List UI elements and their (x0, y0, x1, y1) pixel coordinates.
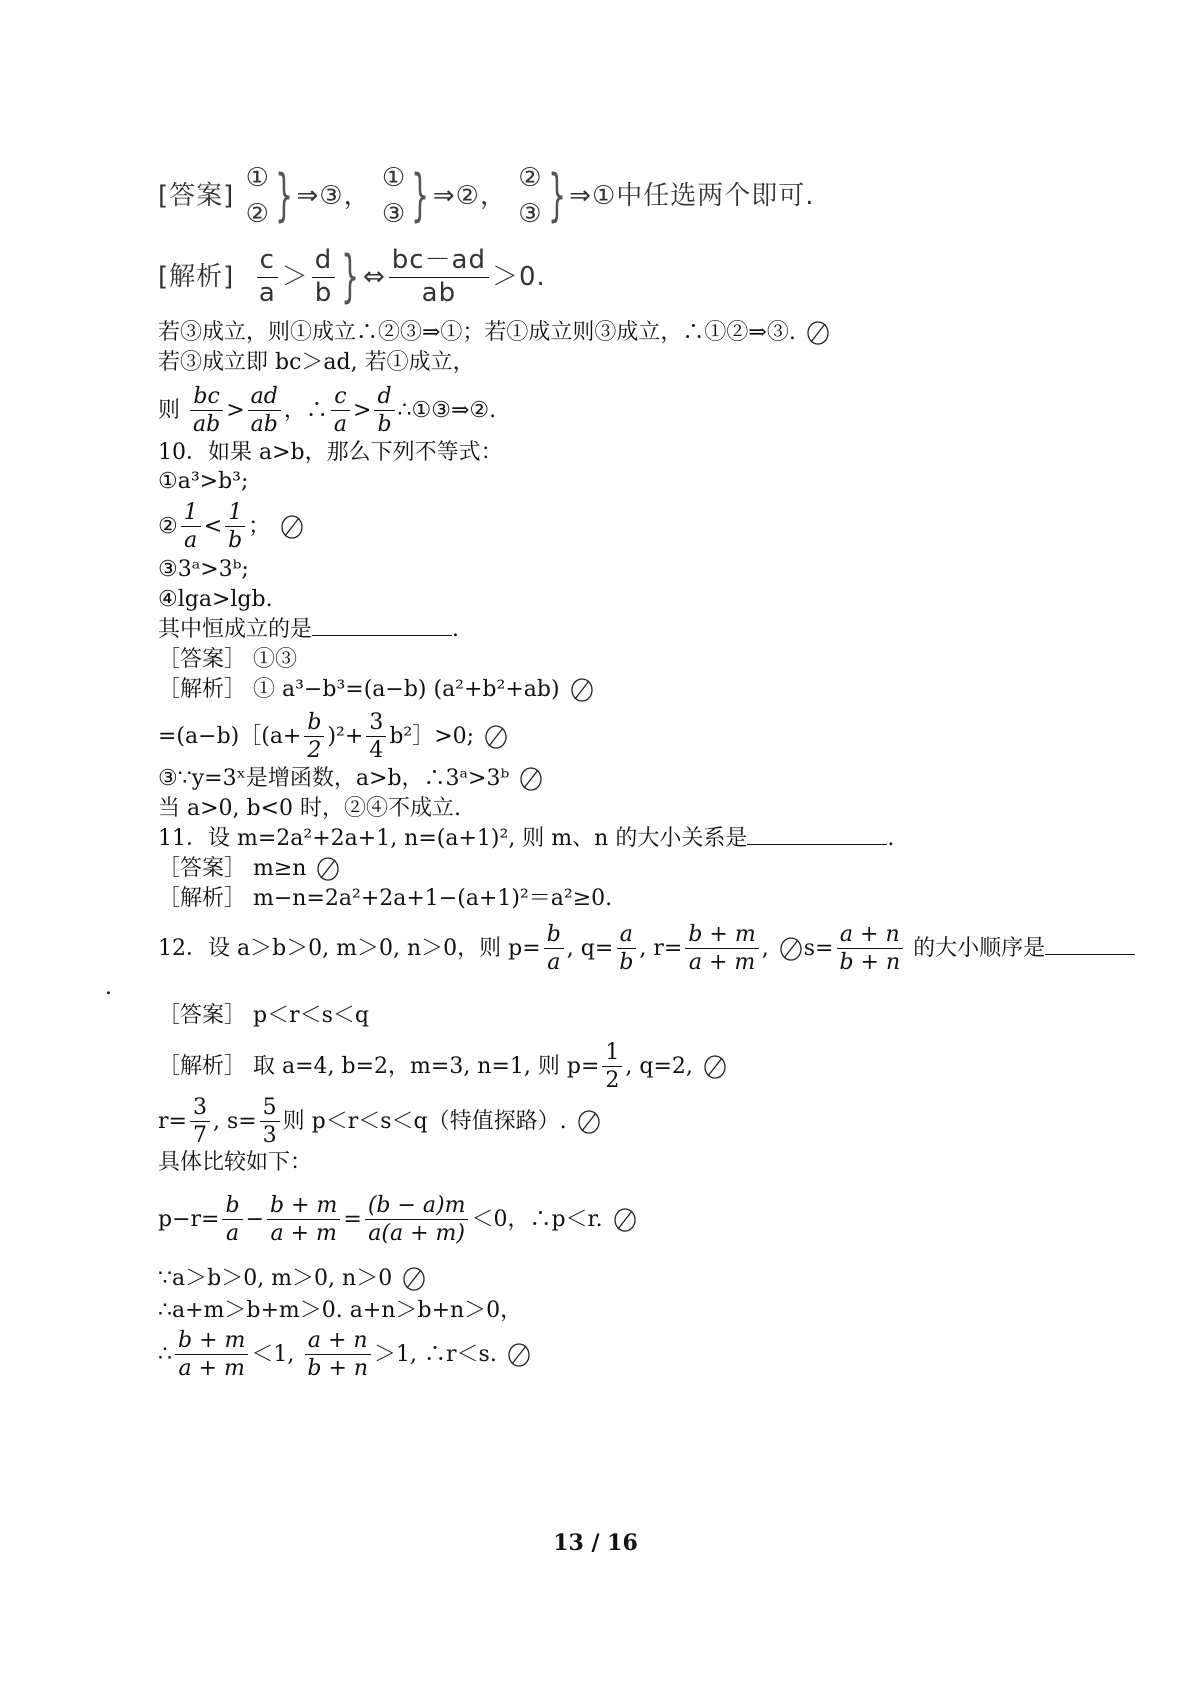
answer-11: ［答案］ m≥n (158, 856, 341, 882)
answer-label: [答案] (158, 180, 235, 211)
option-4: ④lga>lgb. (158, 587, 273, 612)
condition-1: ∵a＞b＞0, m＞0, n＞0 (158, 1266, 427, 1292)
brace: } (411, 163, 430, 229)
check-mark-icon (518, 766, 544, 792)
comparison-line: p−r= $\frac{b}{a}$ − $\frac{b + m}{a + m}$ = $\frac{(b - a)m}{a(a + m)}$ ＜0，∴p＜r. (158, 1193, 638, 1247)
answer-10: ［答案］ ①③ (158, 647, 297, 672)
check-mark-icon (483, 724, 509, 750)
option-1: ①a³>b³; (158, 469, 249, 494)
analysis-10-4: 当 a>0, b<0 时，②④不成立. (158, 796, 462, 821)
check-mark-icon (315, 856, 341, 882)
brace: } (341, 244, 360, 310)
answer-12: ［答案］ p＜r＜s＜q (158, 1003, 369, 1028)
brace: } (547, 163, 567, 229)
check-mark-icon (401, 1266, 427, 1292)
analysis-label: [解析] (158, 261, 235, 292)
answer-blank (1045, 953, 1135, 955)
dot: . (105, 975, 112, 1000)
check-mark-icon (279, 514, 305, 540)
answer-blank (747, 843, 887, 845)
check-mark-icon (805, 320, 831, 346)
question-10-ask: 其中恒成立的是 . (158, 617, 460, 642)
answer-blank (312, 634, 452, 636)
page-number: 13 / 16 (553, 1530, 638, 1556)
question-12: 12．设 a＞b＞0, m＞0, n＞0，则 p= $\frac{b}{a}$ , q= $\frac{a}{b}$ , r= $\frac{b + m}{a + m}$ , s= $\frac{a + n}{b + n}$ 的大小顺序是 (158, 922, 1135, 976)
specific-comparison: 具体比较如下： (158, 1150, 313, 1175)
check-mark-icon (569, 677, 595, 703)
final-line: ∴ $\frac{b + m}{a + m}$ ＜1, $\frac{a + n}{b + n}$ ＞1, ∴r＜s. (158, 1328, 532, 1382)
option-2: ② $\frac{1}{a}$ < $\frac{1}{b}$ ； (158, 500, 305, 554)
analysis-12-b: r= $\frac{3}{7}$ , s= $\frac{5}{3}$ 则 p＜r＜s＜q（特值探路）. (158, 1095, 602, 1149)
analysis-10-1: ［解析］ ① a³−b³=(a−b) (a²+b²+ab) (158, 677, 595, 703)
check-mark-icon (576, 1109, 602, 1135)
check-mark-icon (702, 1054, 728, 1080)
question-11: 11．设 m=2a²+2a+1, n=(a+1)², 则 m、n 的大小关系是 . (158, 826, 895, 851)
analysis-11: ［解析］ m−n=2a²+2a+1−(a+1)²＝a²≥0. (158, 886, 613, 911)
option-3: ③3ᵃ>3ᵇ; (158, 557, 249, 582)
analysis-12: ［解析］ 取 a=4, b=2，m=3, n=1, 则 p= $\frac{1}{2}$ , q=2, (158, 1040, 728, 1094)
analysis-10-2: =(a−b)［(a+ $\frac{b}{2}$ )²+ $\frac{3}{4}$ b²］>0; (158, 710, 509, 764)
text-line: 若③成立即 bc＞ad, 若①成立， (158, 350, 475, 375)
text-line: 则 $\frac{bc}{ab}$ > $\frac{ad}{ab}$ ，∴ $\frac{c}{a}$ > $\frac{d}{b}$ ∴①③⇒②. (158, 384, 497, 438)
answer-9-line: [答案] ① ② } ⇒③， ① ③ } ⇒②， ② ③ } ⇒①中任选两个即可. (158, 163, 815, 230)
brace: } (275, 163, 294, 229)
check-mark-icon (506, 1342, 532, 1368)
check-mark-icon (612, 1207, 638, 1233)
condition-2: ∴a+m＞b+m＞0. a+n＞b+n＞0， (158, 1298, 523, 1323)
analysis-9-line: [解析] $\frac{c}{a}$ ＞ $\frac{d}{b}$ } ⇔ $\frac{bc-ad}{ab}$ ＞0. (158, 244, 546, 310)
analysis-10-3: ③∵y=3ˣ是增函数，a>b，∴3ᵃ>3ᵇ (158, 766, 544, 792)
check-mark-icon (778, 936, 804, 962)
text-line: 若③成立，则①成立∴②③⇒①；若①成立则③成立，∴①②⇒③. (158, 320, 831, 346)
question-10: 10．如果 a>b，那么下列不等式： (158, 440, 503, 465)
